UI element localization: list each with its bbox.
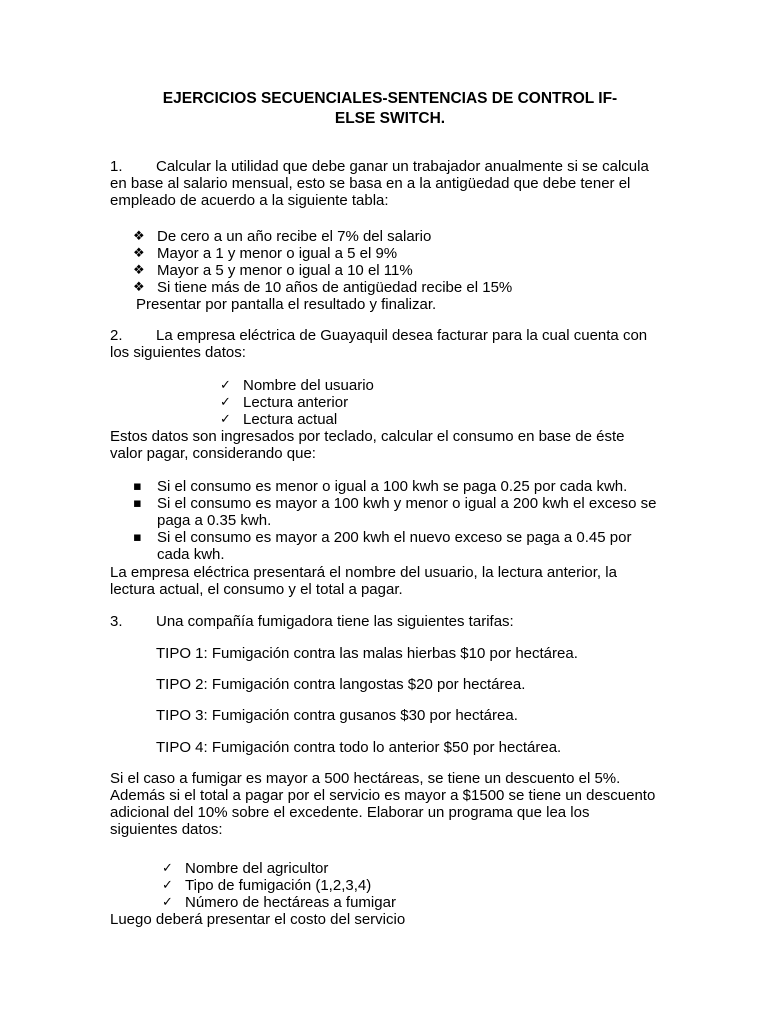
document-title xyxy=(110,89,670,129)
exercise-2 xyxy=(110,327,680,361)
diamond-bullet-icon: ❖ xyxy=(133,263,145,278)
exercise-2-line-1: La empresa eléctrica de Guayaquil desea facturar para la cual cuenta con xyxy=(156,327,648,344)
title-line-2: ELSE SWITCH. xyxy=(334,110,446,127)
exercise-2-data-list xyxy=(220,377,374,428)
list-item: ❖ De cero a un año recibe el 7% del salario xyxy=(133,228,432,245)
diamond-bullet-icon: ❖ xyxy=(133,280,145,295)
exercise-3-paragraph: Si el caso a fumigar es mayor a 500 hectáreas, se tiene un descuento el 5%. Además si el total a pagar por el servicio es mayor a $1500 se tiene un descuento adicional del 10% sobre el excedente. Elaborar un programa que lea los siguientes datos: xyxy=(110,770,656,838)
tipo-4: TIPO 4: Fumigación contra todo lo anterior $50 por hectárea. xyxy=(156,739,562,756)
diamond-bullet-icon: ❖ xyxy=(133,246,145,261)
check-icon: ✓ xyxy=(220,412,231,427)
exercise-1-line-1: Calcular la utilidad que debe ganar un trabajador anualmente si se calcula xyxy=(156,158,649,175)
check-icon: ✓ xyxy=(220,395,231,410)
tipo-3: TIPO 3: Fumigación contra gusanos $30 por hectárea. xyxy=(156,707,518,724)
exercise-3 xyxy=(110,613,680,630)
exercise-1-bullet-list xyxy=(133,228,512,296)
tipo-1: TIPO 1: Fumigación contra las malas hierbas $10 por hectárea. xyxy=(156,645,578,662)
list-item: ✓ Lectura anterior xyxy=(220,394,349,411)
tipo-2: TIPO 2: Fumigación contra langostas $20 por hectárea. xyxy=(156,676,526,693)
exercise-2-number: 2. xyxy=(110,327,123,344)
square-bullet-icon: ▪ xyxy=(133,479,142,494)
list-item: ✓ Nombre del agricultor xyxy=(162,860,329,877)
diamond-bullet-icon: ❖ xyxy=(133,229,145,244)
check-icon: ✓ xyxy=(220,378,231,393)
exercise-3-data-list xyxy=(162,860,396,911)
title-line-1: EJERCICIOS SECUENCIALES-SENTENCIAS DE CONTROL IF- xyxy=(162,90,618,107)
check-icon: ✓ xyxy=(162,895,173,910)
list-item: ▪ Si el consumo es menor o igual a 100 kwh se paga 0.25 por cada kwh. xyxy=(133,478,628,495)
exercise-1 xyxy=(110,158,680,209)
list-item: ✓ Nombre del usuario xyxy=(220,377,374,394)
check-icon: ✓ xyxy=(162,878,173,893)
exercise-3-closing: Luego deberá presentar el costo del servicio xyxy=(110,911,406,928)
exercise-1-closing: Presentar por pantalla el resultado y finalizar. xyxy=(136,296,437,313)
list-item: ✓ Número de hectáreas a fumigar xyxy=(162,894,396,911)
exercise-2-rules-list xyxy=(133,478,693,563)
list-item: ❖ Mayor a 5 y menor o igual a 10 el 11% xyxy=(133,262,413,279)
list-item: ❖ Mayor a 1 y menor o igual a 5 el 9% xyxy=(133,245,398,262)
square-bullet-icon: ▪ xyxy=(133,496,142,511)
exercise-1-line-3: empleado de acuerdo a la siguiente tabla: xyxy=(110,192,389,209)
list-item: ▪ Si el consumo es mayor a 100 kwh y menor o igual a 200 kwh el exceso se paga a 0.35 kwh. xyxy=(133,495,657,529)
exercise-3-line-1: Una compañía fumigadora tiene las siguientes tarifas: xyxy=(156,613,514,630)
exercise-1-number: 1. xyxy=(110,158,123,175)
list-item: ▪ Si el consumo es mayor a 200 kwh el nuevo exceso se paga a 0.45 por cada kwh. xyxy=(133,529,632,563)
exercise-2-closing: La empresa eléctrica presentará el nombre del usuario, la lectura anterior, la lectura actual, el consumo y el total a pagar. xyxy=(110,564,617,598)
exercise-2-paragraph: Estos datos son ingresados por teclado, calcular el consumo en base de éste valor pagar, considerando que: xyxy=(110,428,625,462)
list-item: ✓ Tipo de fumigación (1,2,3,4) xyxy=(162,877,372,894)
square-bullet-icon: ▪ xyxy=(133,530,142,545)
exercise-2-line-2: los siguientes datos: xyxy=(110,344,246,361)
list-item: ✓ Lectura actual xyxy=(220,411,338,428)
exercise-1-line-2: en base al salario mensual, esto se basa en a la antigüedad que debe tener el xyxy=(110,175,631,192)
exercise-3-number: 3. xyxy=(110,613,123,630)
list-item: ❖ Si tiene más de 10 años de antigüedad recibe el 15% xyxy=(133,279,513,296)
check-icon: ✓ xyxy=(162,861,173,876)
